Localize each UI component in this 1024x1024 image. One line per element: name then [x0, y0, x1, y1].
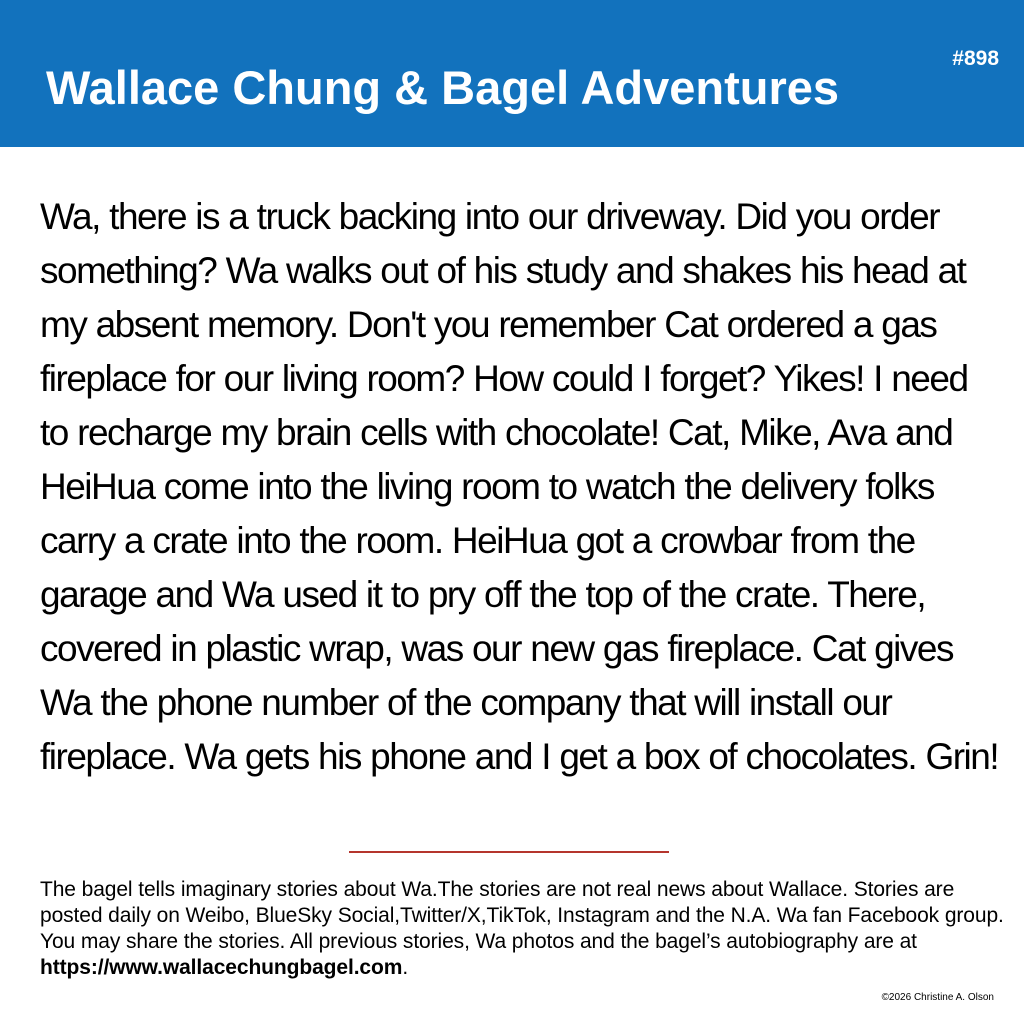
story-text: Wa, there is a truck backing into our driveway. Did you order something? Wa walks out of his study and shakes his head at my absent memory. Don't you remember Cat ordered a gas fireplace for our living room? How could I forget? Yikes! I need to recharge my brain cells with chocolate! Cat, Mike, Ava and HeiHua come into the living room to watch the delivery folks carry a crate into the room. HeiHua got a crowbar from the garage and Wa used it to pry off the top of the crate. There, covered in plastic wrap, was our new gas fireplace. Cat gives Wa the phone number of the company that will install our fireplace. Wa gets his phone and I get a box of chocolates. Grin! — [40, 196, 999, 777]
copyright-notice: ©2026 Christine A. Olson — [881, 992, 994, 1003]
disclaimer-text: The bagel tells imaginary stories about Wa.The stories are not real news about Wallace. Stories are posted daily on Weibo, BlueSky Social,Twitter/X,TikTok, Instagram and the N.A. Wa fan Facebook group. You may share the stories. All previous stories, Wa photos and the bagel’s autobiography are at — [40, 878, 1004, 953]
issue-number: #898 — [952, 47, 999, 70]
website-link[interactable]: https://www.wallacechungbagel.com — [40, 956, 403, 979]
page-title: Wallace Chung & Bagel Adventures — [46, 61, 840, 114]
disclaimer — [40, 877, 1004, 981]
header-banner — [0, 0, 1024, 147]
disclaimer-period: . — [402, 956, 409, 979]
divider-line — [349, 851, 669, 853]
